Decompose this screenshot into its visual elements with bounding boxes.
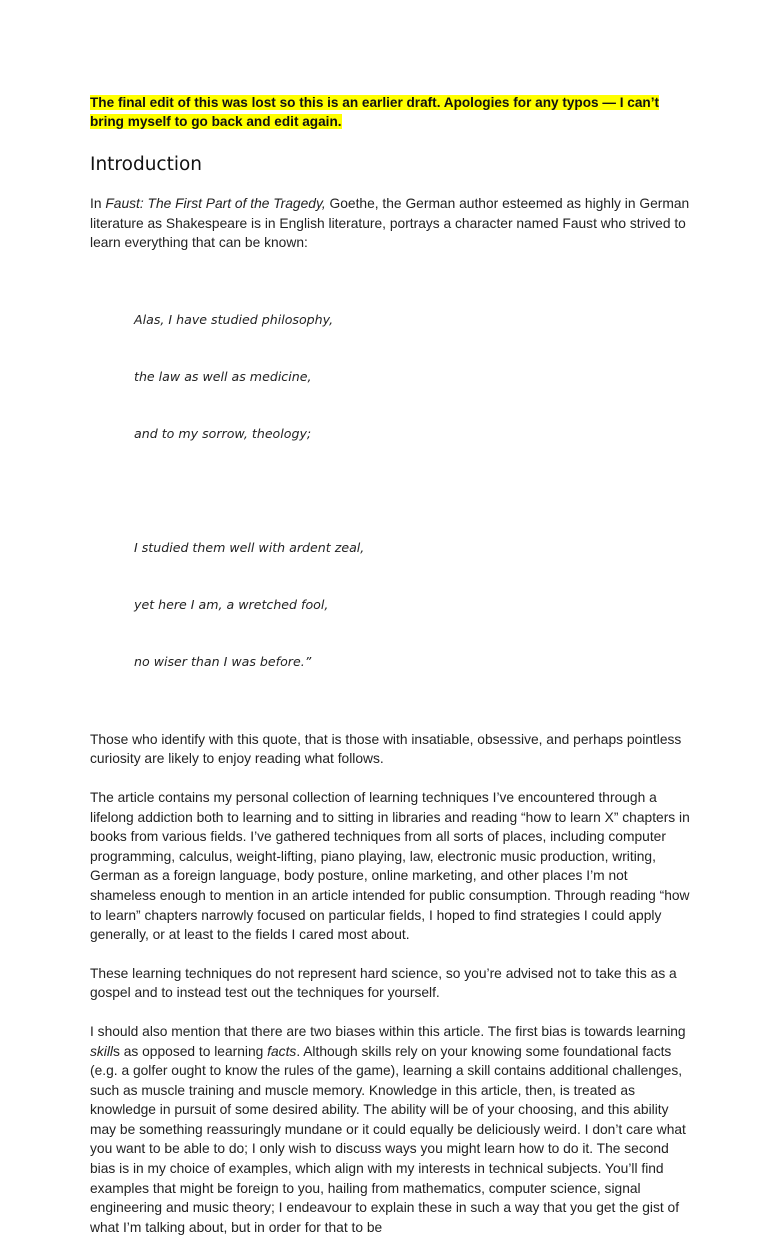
quote-line: and to my sorrow, theology; (134, 425, 312, 441)
intro-text-start: In (90, 196, 106, 211)
quote-line: yet here I am, a wretched fool, (134, 596, 329, 612)
biases-text-1: I should also mention that there are two biases within this article. The first bias is towards learning (90, 1023, 686, 1039)
emphasis-skill: skill (90, 1043, 113, 1059)
quote-line: the law as well as medicine, (134, 368, 312, 384)
book-title: Faust: The First Part of the Tragedy, (105, 196, 326, 211)
paragraph-biases (90, 1022, 690, 1238)
faust-quote (134, 272, 690, 709)
quote-stanza-1 (134, 272, 690, 481)
section-heading: Introduction (90, 154, 203, 175)
biases-text-2: s as opposed to learning (113, 1043, 268, 1059)
paragraph-disclaimer: These learning techniques do not represent hard science, so you’re advised not to take this as a gospel and to instead test out the techniques for yourself. (90, 965, 677, 1001)
draft-note-text: The final edit of this was lost so this is an earlier draft. Apologies for any typos — I can’t bring myself to go back and edit again. (90, 95, 660, 129)
quote-stanza-2 (134, 500, 690, 709)
quote-line: no wiser than I was before.” (134, 653, 312, 669)
intro-paragraph (90, 194, 690, 253)
emphasis-facts: facts (267, 1043, 297, 1059)
paragraph-collection: The article contains my personal collection of learning techniques I’ve encountered through a lifelong addiction both to learning and to sitting in libraries and reading “how to learn X” chapters in books from various fields. I’ve gathered techniques from all sorts of places, including computer programming, calculus, weight-lifting, piano playing, law, electronic music production, writing, German as a foreign language, body posture, online marketing, and other places I’m not shameless enough to mention in an article intended for public consumption. Through reading “how to learn” chapters narrowly focused on particular fields, I hoped to find strategies I could apply generally, or at least to the fields I cared most about. (90, 789, 690, 943)
quote-line: I studied them well with ardent zeal, (134, 539, 365, 555)
paragraph-curiosity: Those who identify with this quote, that is those with insatiable, obsessive, and perhaps pointless curiosity are likely to enjoy reading what follows. (90, 731, 682, 767)
quote-line: Alas, I have studied philosophy, (134, 311, 334, 327)
draft-note (90, 93, 690, 131)
biases-text-3: . Although skills rely on your knowing some foundational facts (e.g. a golfer ought to know the rules of the game), learning a skill contains additional challenges, such as muscle training and muscle memory. Knowledge in this article, then, is treated as knowledge in pursuit of some desired ability. The ability will be of your choosing, and this ability may be something reassuringly mundane or it could equally be deliciously weird. I don’t care what you want to be able to do; I only wish to discuss ways you might learn how to do it. The second bias is in my choice of examples, which align with my interests in technical subjects. You’ll find examples that might be foreign to you, hailing from mathematics, computer science, signal engineering and music theory; I endeavour to explain these in such a way that you get the gist of what I’m talking about, but in order for that to be (90, 1043, 686, 1235)
intro-text-end: Goethe, the German author esteemed as highly in German literature as Shakespeare is in English literature, portrays a character named Faust who strived to learn everything that can be known: (90, 196, 690, 251)
document-page (90, 93, 690, 1256)
